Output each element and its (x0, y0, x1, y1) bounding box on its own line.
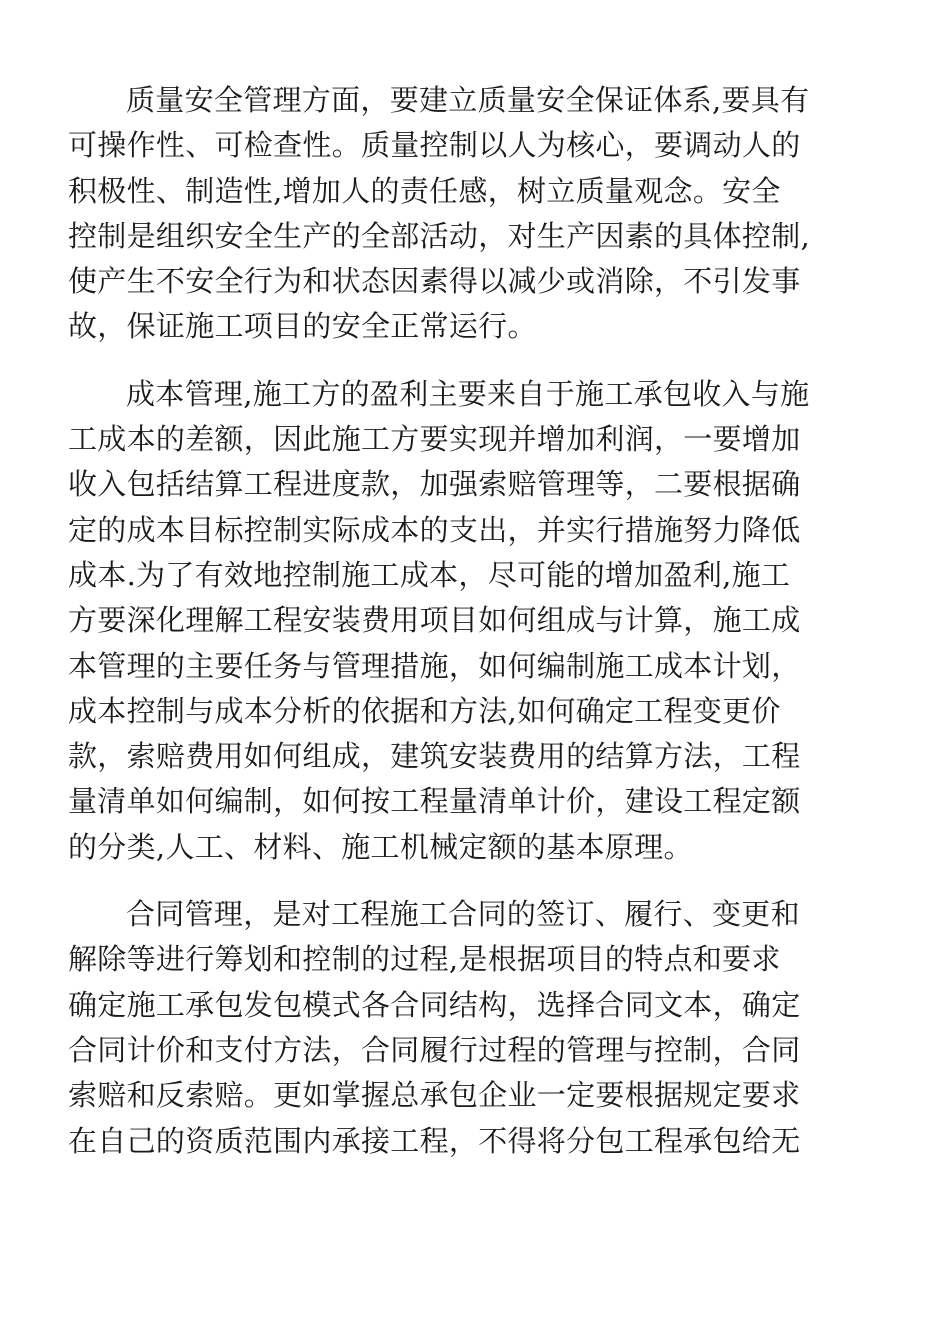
paragraph-quality-safety (68, 78, 898, 350)
text-line: 的分类,人工、材料、施工机械定额的基本原理。 (68, 829, 693, 864)
text-line: 索赔和反索赔。更如掌握总承包企业一定要根据规定要求 (68, 1078, 801, 1113)
text-line: 质量安全管理方面，要建立质量安全保证体系,要具有 (126, 83, 810, 117)
paragraph-contract-management (68, 892, 898, 1164)
text-line: 确定施工承包发包模式各合同结构，选择合同文本，确定 (68, 987, 801, 1022)
text-line: 本管理的主要任务与管理措施，如何编制施工成本计划， (68, 648, 801, 683)
text-line: 方要深化理解工程安装费用项目如何组成与计算，施工成 (68, 603, 801, 638)
text-line: 故，保证施工项目的安全正常运行。 (68, 309, 537, 344)
text-line: 定的成本目标控制实际成本的支出，并实行措施努力降低 (68, 512, 801, 547)
text-line: 积极性、制造性,增加人的责任感，树立质量观念。安全 (68, 173, 781, 208)
text-line: 量清单如何编制，如何按工程量清单计价，建设工程定额 (68, 784, 801, 819)
text-line: 成本管理,施工方的盈利主要来自于施工承包收入与施 (126, 376, 810, 411)
text-line: 合同计价和支付方法，合同履行过程的管理与控制，合同 (68, 1032, 801, 1067)
text-line: 可操作性、可检查性。质量控制以人为核心，要调动人的 (68, 128, 801, 163)
text-line: 成本控制与成本分析的依据和方法,如何确定工程变更价 (68, 693, 781, 728)
text-line: 使产生不安全行为和状态因素得以减少或消除，不引发事 (68, 264, 801, 299)
paragraph-cost-management (68, 372, 898, 870)
text-line: 在自己的资质范围内承接工程，不得将分包工程承包给无 (68, 1123, 801, 1158)
text-line: 解除等进行筹划和控制的过程,是根据项目的特点和要求 (68, 942, 781, 977)
text-line: 款，索赔费用如何组成，建筑安装费用的结算方法，工程 (68, 739, 801, 774)
document-page (68, 78, 898, 1186)
text-line: 合同管理，是对工程施工合同的签订、履行、变更和 (126, 897, 800, 932)
text-line: 工成本的差额，因此施工方要实现并增加利润，一要增加 (68, 422, 801, 457)
text-line: 收入包括结算工程进度款，加强索赔管理等，二要根据确 (68, 467, 801, 502)
text-line: 成本.为了有效地控制施工成本，尽可能的增加盈利,施工 (68, 557, 791, 592)
text-line: 控制是组织安全生产的全部活动，对生产因素的具体控制, (68, 218, 811, 253)
